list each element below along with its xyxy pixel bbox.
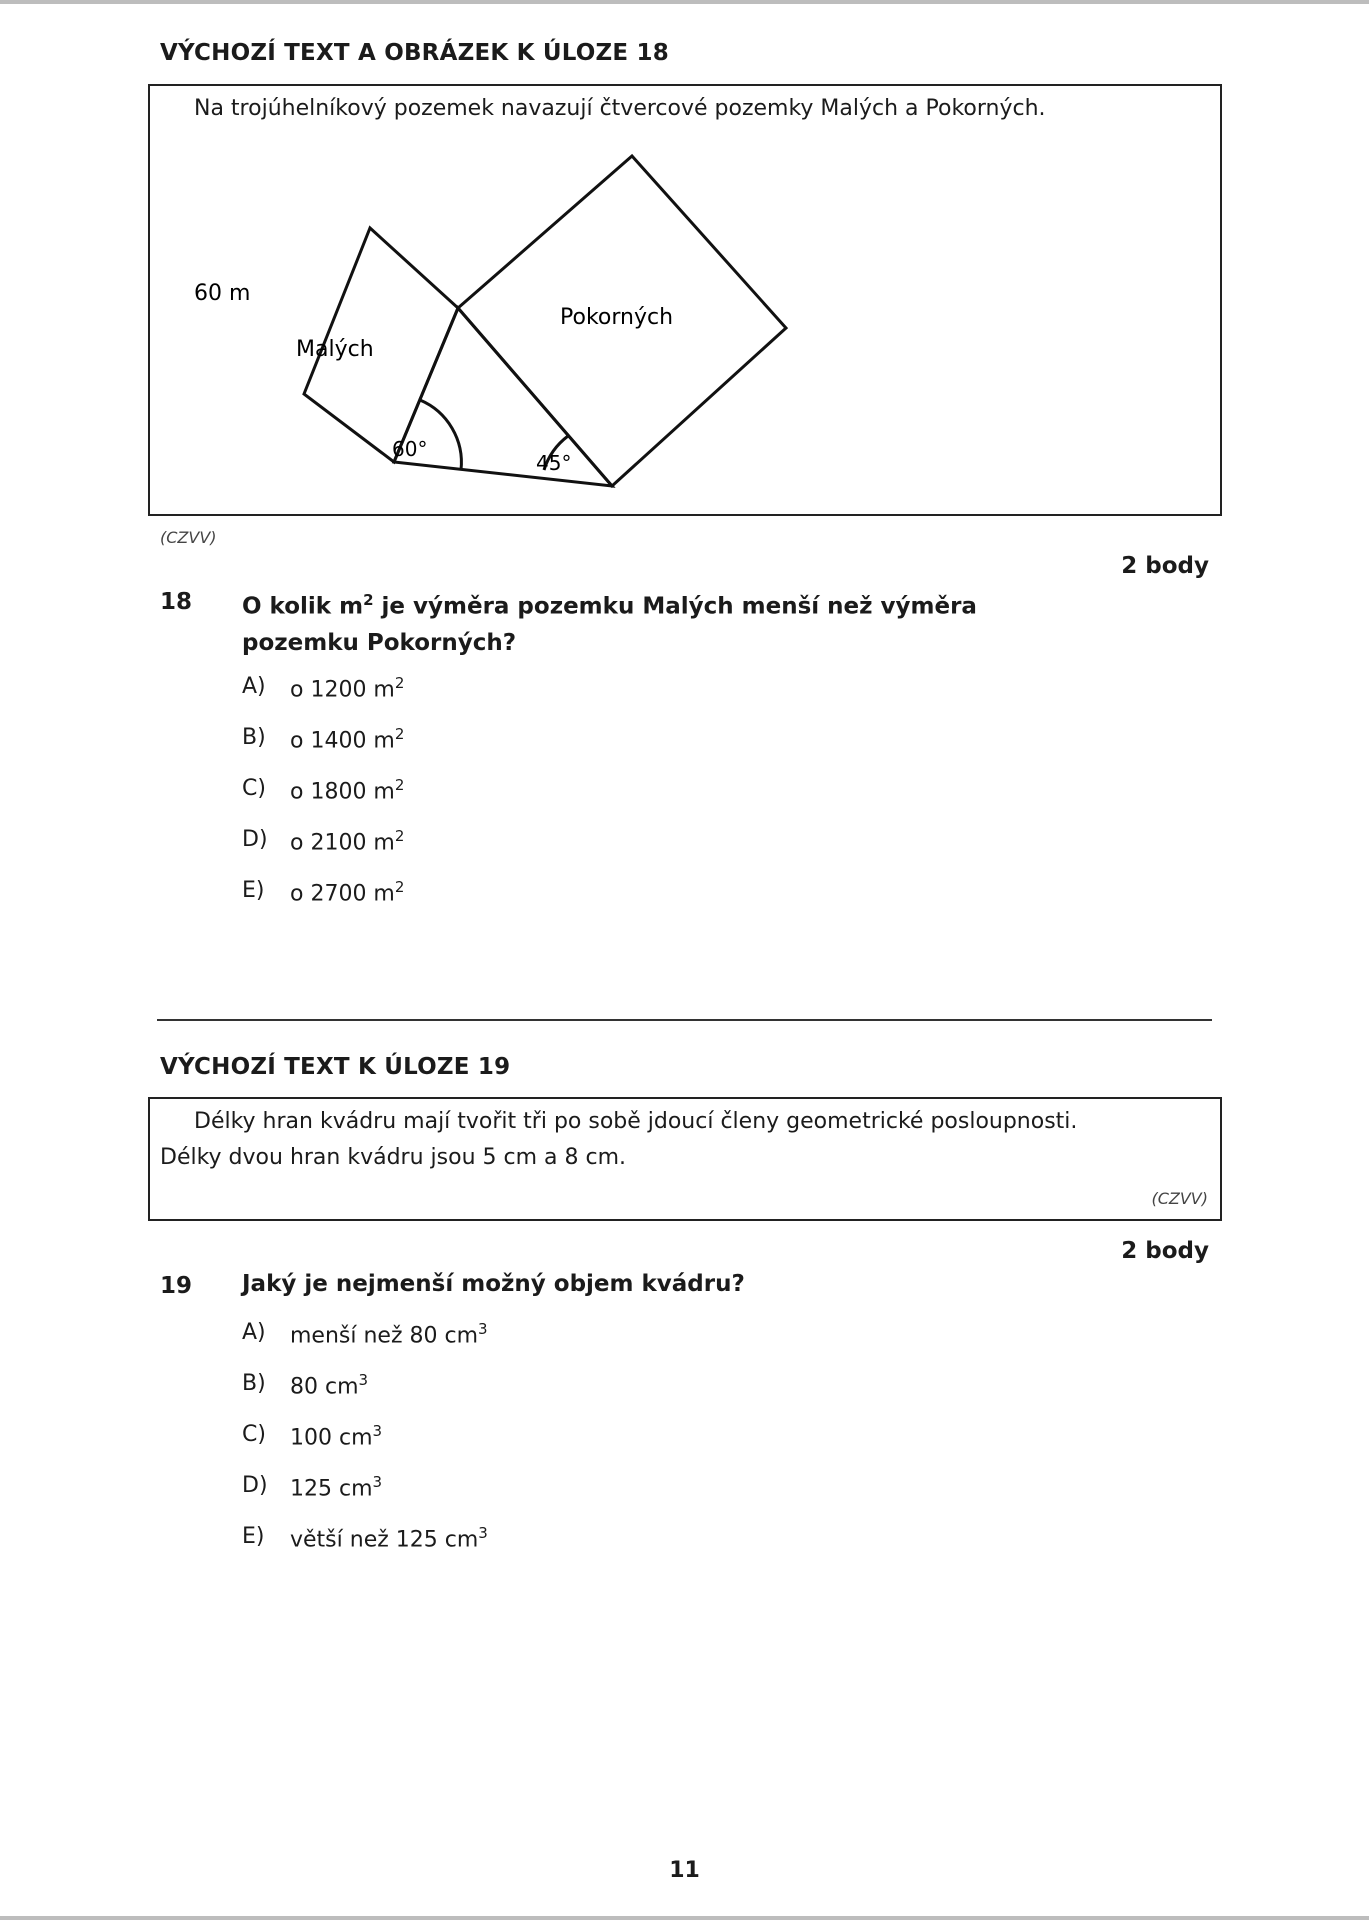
land-plots-diagram	[150, 86, 1220, 514]
task19-text-box	[148, 1097, 1222, 1221]
side-length-label: 60 m	[194, 281, 251, 306]
square-malych-label: Malých	[296, 337, 374, 362]
option-letter: C)	[242, 1422, 266, 1447]
task19-intro-line1: Délky hran kvádru mají tvořit tři po sobě jdoucí členy geometrické posloupnosti.	[194, 1109, 1078, 1134]
task18-heading: VÝCHOZÍ TEXT A OBRÁZEK K ÚLOZE 18	[160, 40, 669, 66]
task18-intro: Na trojúhelníkový pozemek navazují čtvercové pozemky Malých a Pokorných.	[194, 96, 1046, 121]
task18-question-sup: 2	[363, 591, 374, 609]
option-letter: D)	[242, 827, 268, 852]
task19-number: 19	[160, 1273, 193, 1299]
page-number: 11	[669, 1858, 700, 1883]
task18-question	[242, 582, 1002, 661]
option-text: 80 $cm^3$	[290, 1371, 369, 1400]
option-letter: B)	[242, 1371, 266, 1396]
option-letter: B)	[242, 725, 266, 750]
option-letter: E)	[242, 1524, 265, 1549]
angle-45-label: 45°	[536, 451, 572, 475]
option-text: o 1800 $m^2$	[290, 776, 405, 805]
task19-points: 2 body	[1121, 1238, 1209, 1264]
option-letter: E)	[242, 878, 265, 903]
option-text: o 2100 $m^2$	[290, 827, 405, 856]
option-text: menší než 80 $cm^3$	[290, 1320, 488, 1349]
option-text: větší než 125 $cm^3$	[290, 1524, 488, 1553]
task19-heading: VÝCHOZÍ TEXT K ÚLOZE 19	[160, 1054, 511, 1080]
option-letter: A)	[242, 674, 266, 699]
section-divider	[157, 1019, 1212, 1021]
square-pokornych-label: Pokorných	[560, 305, 674, 330]
option-text: o 1400 $m^2$	[290, 725, 405, 754]
task19-question: Jaký je nejmenší možný objem kvádru?	[242, 1271, 745, 1297]
task18-number: 18	[160, 589, 193, 615]
option-text: 100 $cm^3$	[290, 1422, 383, 1451]
option-text: o 2700 $m^2$	[290, 878, 405, 907]
option-text: o 1200 $m^2$	[290, 674, 405, 703]
page-bottom-border	[0, 1916, 1369, 1920]
option-letter: D)	[242, 1473, 268, 1498]
task18-points: 2 body	[1121, 553, 1209, 579]
task18-source: (CZVV)	[160, 528, 217, 547]
option-letter: A)	[242, 1320, 266, 1345]
angle-60-label: 60°	[392, 437, 428, 461]
page-top-border	[0, 0, 1369, 4]
option-letter: C)	[242, 776, 266, 801]
task18-figure-box	[148, 84, 1222, 516]
task18-question-part1: O kolik m	[242, 593, 364, 620]
option-text: 125 $cm^3$	[290, 1473, 383, 1502]
task19-source: (CZVV)	[1151, 1189, 1208, 1208]
task19-intro-line2: Délky dvou hran kvádru jsou 5 cm a 8 cm.	[160, 1145, 626, 1170]
task18-question-part2: je výměra pozemku Malých menší než výměra pozemku Pokorných?	[242, 593, 977, 656]
